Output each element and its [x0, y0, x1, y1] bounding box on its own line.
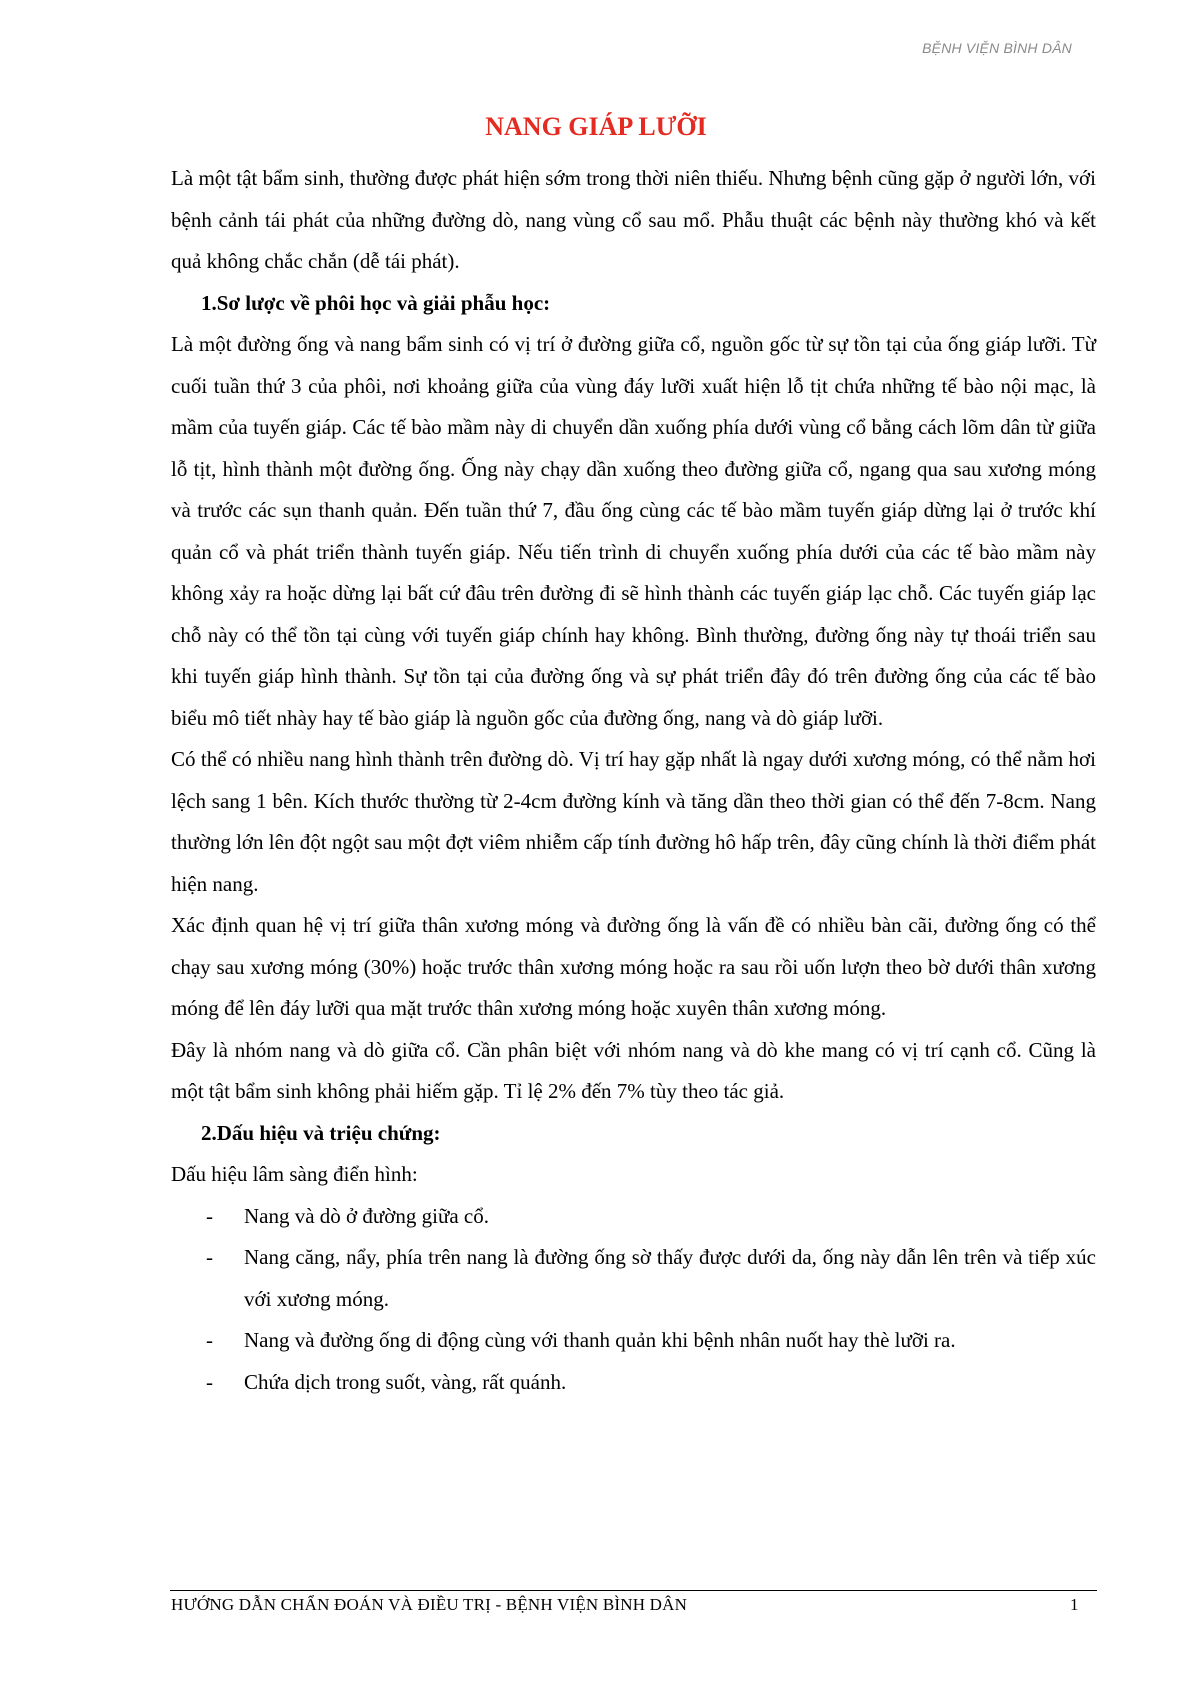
page-number: 1 [1070, 1595, 1079, 1614]
intro-paragraph: Là một tật bẩm sinh, thường được phát hiện sớm trong thời niên thiếu. Nhưng bệnh cũng gặp ở người lớn, với bệnh cảnh tái phát của những đường dò, nang vùng cổ sau mổ. Phẫu thuật các bệnh này thường khó và kết quả không chắc chắn (dễ tái phát). [171, 166, 1096, 273]
section-1-paragraph: Xác định quan hệ vị trí giữa thân xương móng và đường ống là vấn đề có nhiều bàn cãi, đường ống có thể chạy sau xương móng (30%) hoặc trước thân xương móng hoặc ra sau rồi uốn lượn theo bờ dưới thân xương móng để lên đáy lưỡi qua mặt trước thân xương móng hoặc xuyên thân xương móng. [171, 913, 1096, 1020]
section-1-paragraph: Là một đường ống và nang bẩm sinh có vị trí ở đường giữa cổ, nguồn gốc từ sự tồn tại của ống giáp lưỡi. Từ cuối tuần thứ 3 của phôi, nơi khoảng giữa của vùng đáy lưỡi xuất hiện lỗ tịt chứa những tế bào nội mạc, là mầm của tuyến giáp. Các tế bào mầm này di chuyển dần xuống phía dưới vùng cổ bằng cách lõm dân từ giữa lỗ tịt, hình thành một đường ống. Ống này chạy dần xuống theo đường giữa cổ, ngang qua sau xương móng và trước các sụn thanh quản. Đến tuần thứ 7, đầu ống cùng các tế bào mầm tuyến giáp dừng lại ở trước khí quản cổ và phát triển thành tuyến giáp. Nếu tiến trình di chuyển xuống phía dưới của các tế bào mầm này không xảy ra hoặc dừng lại bất cứ đâu trên đường đi sẽ hình thành các tuyến giáp lạc chỗ. Các tuyến giáp lạc chỗ này có thể tồn tại cùng với tuyến giáp chính hay không. Bình thường, đường ống này tự thoái triển sau khi tuyến giáp hình thành. Sự tồn tại của đường ống và sự phát triển đây đó trên đường ống của các tế bào biểu mô tiết nhày hay tế bào giáp là nguồn gốc của đường ống, nang và dò giáp lưỡi. [171, 332, 1096, 730]
section-1-paragraph: Đây là nhóm nang và dò giữa cổ. Cần phân biệt với nhóm nang và dò khe mang có vị trí cạnh cổ. Cũng là một tật bẩm sinh không phải hiếm gặp. Tỉ lệ 2% đến 7% tùy theo tác giả. [171, 1037, 1096, 1103]
list-item-text: Chứa dịch trong suốt, vàng, rất quánh. [244, 1369, 567, 1394]
list-item-text: Nang và đường ống di động cùng với thanh quản khi bệnh nhân nuốt hay thè lưỡi ra. [244, 1328, 956, 1352]
footer-divider [170, 1590, 1097, 1591]
bullet-marker: - [206, 1328, 213, 1352]
symptom-list [171, 1196, 1096, 1404]
list-item-text: Nang và dò ở đường giữa cổ. [244, 1203, 490, 1228]
bullet-marker: - [206, 1245, 213, 1269]
section-1-paragraph: Có thể có nhiều nang hình thành trên đường dò. Vị trí hay gặp nhất là ngay dưới xương móng, có thể nằm hơi lệch sang 1 bên. Kích thước thường từ 2-4cm đường kính và tăng dần theo thời gian có thể đến 7-8cm. Nang thường lớn lên đột ngột sau một đợt viêm nhiễm cấp tính đường hô hấp trên, đây cũng chính là thời điểm phát hiện nang. [171, 747, 1096, 896]
section-1-heading: 1.Sơ lược về phôi học và giải phẫu học: [201, 290, 551, 315]
bullet-marker: - [206, 1203, 213, 1228]
list-item [171, 1320, 1096, 1362]
section-2-lead: Dấu hiệu lâm sàng điển hình: [171, 1162, 418, 1186]
list-item [171, 1196, 1096, 1238]
list-item-text: Nang căng, nẩy, phía trên nang là đường ống sờ thấy được dưới da, ống này dẫn lên trên và tiếp xúc với xương móng. [244, 1245, 1096, 1311]
footer-title: HƯỚNG DẪN CHẨN ĐOÁN VÀ ĐIỀU TRỊ - BỆNH VIỆN BÌNH DÂN [171, 1595, 688, 1614]
document-body [171, 158, 1096, 1403]
section-2-heading: 2.Dấu hiệu và triệu chứng: [201, 1120, 441, 1145]
list-item [171, 1237, 1096, 1320]
page-header-hospital: BỆNH VIỆN BÌNH DÂN [922, 40, 1072, 56]
list-item [171, 1362, 1096, 1404]
bullet-marker: - [206, 1369, 213, 1394]
document-title: NANG GIÁP LƯỠI [485, 112, 707, 141]
